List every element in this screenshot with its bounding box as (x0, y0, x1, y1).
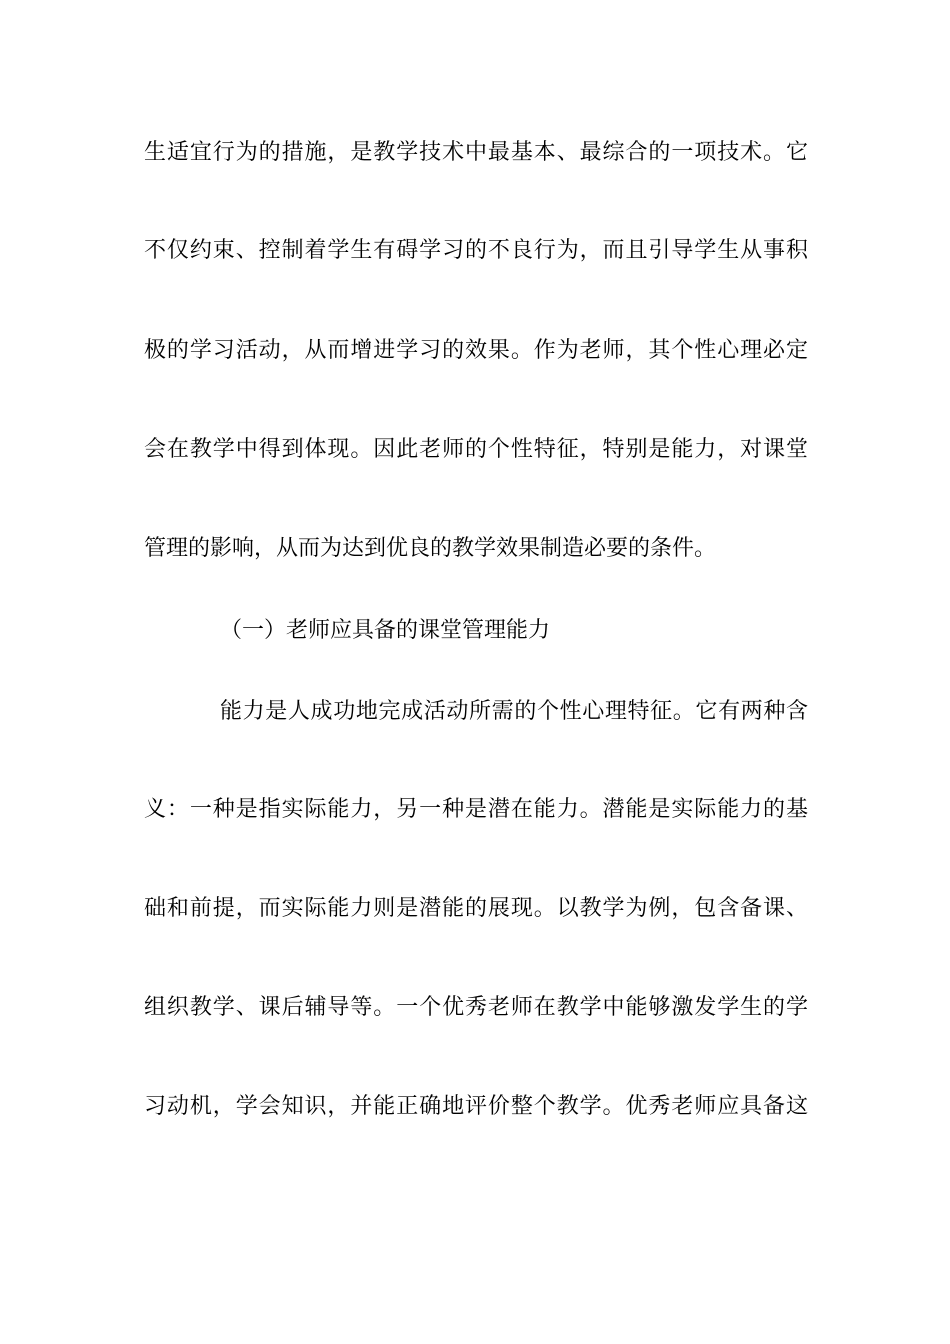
paragraph-2-line-5: 习动机，学会知识，并能正确地评价整个教学。优秀老师应具备这 (144, 1094, 808, 1119)
paragraph-2-line-3: 础和前提，而实际能力则是潜能的展现。以教学为例，包含备课、 (144, 896, 808, 921)
paragraph-1-line-3: 极的学习活动，从而增进学习的效果。作为老师，其个性心理必定 (144, 338, 808, 363)
paragraph-1-line-4: 会在教学中得到体现。因此老师的个性特征，特别是能力，对课堂 (144, 437, 808, 462)
paragraph-2-line-4: 组织教学、课后辅导等。一个优秀老师在教学中能够激发学生的学 (144, 995, 808, 1020)
section-heading: （一）老师应具备的课堂管理能力 (220, 618, 551, 643)
paragraph-2-line-2: 义：一种是指实际能力，另一种是潜在能力。潜能是实际能力的基 (144, 797, 808, 822)
paragraph-1-line-2: 不仅约束、控制着学生有碍学习的不良行为，而且引导学生从事积 (144, 238, 808, 263)
paragraph-2-line-1: 能力是人成功地完成活动所需的个性心理特征。它有两种含 (220, 699, 808, 724)
paragraph-1-line-1: 生适宜行为的措施，是教学技术中最基本、最综合的一项技术。它 (144, 140, 808, 165)
paragraph-1-line-5: 管理的影响，从而为达到优良的教学效果制造必要的条件。 (144, 536, 717, 561)
